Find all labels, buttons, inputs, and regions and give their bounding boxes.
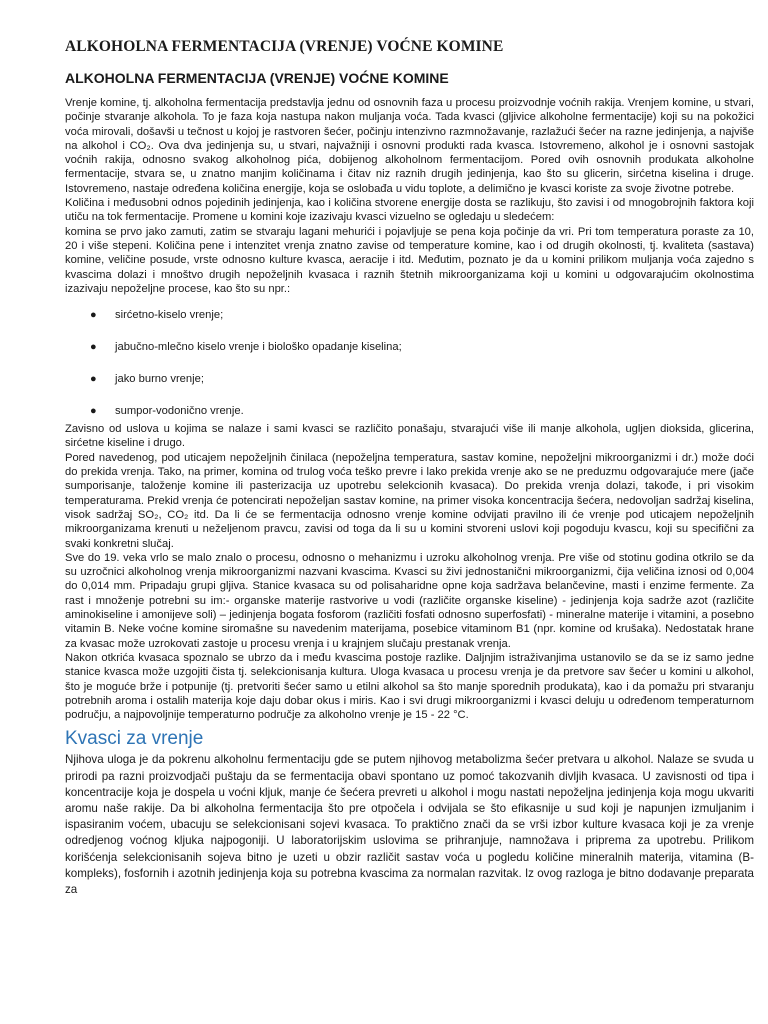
paragraph-intro-3: komina se prvo jako zamuti, zatim se stvaraju lagani mehurići i pojavljuje se pena koja počinje da vri. Pri tom temperatura poraste za 10, 20 i više stepeni. Količina pene i intenzitet vrenja znatno zavise od temperature komine, kao i od drugih okolnosti, tj. kvaliteta (sastava) komine, veličine posude, vrste odnosno kulture kvasca, aeracije i itd. Međutim, poznato je da u komini prilikom muljanja voća zajedno s kvascima dolazi i mnoštvo drugih nepoželjnih kvasaca i raznih štetnih mikroorganizama koji u komini u odgovarajućim okolnostima izazivaju nepoželjne procese, kao što su npr.: [65,225,754,295]
section-heading-kvasci: Kvasci za vrenje [65,728,204,750]
paragraph-body-3: Sve do 19. veka vrlo se malo znalo o procesu, odnosno o mehanizmu i uzroku alkoholnog vrenja. Pre više od stotinu godina otkrilo se da su uzročnici alkoholnog vrenja mikroorganizmi nazvani kvascima. Kvasci su živi jednostanični mikroorganizmi, čija veličina iznosi od 0,004 do 0,014 mm. Pripadaju grupi gljiva. Stanice kvasaca su od polisaharidne opne koja sadržava belančevine, masti i enzime fermente. Za rast i množenje potrebni su im:- organske materije rastvorive u vodi (različite organske kiseline) - jedinjenja koja sadrže azot (različite aminokiseline i amonijeve soli) – jedinjenja bogata fosforom (različiti fosfati odnosno superfosfati) - mineralne materije i vitamini, a posebno vitamin B. Neke voćne komine siromašne su navedenim materijama, posebice vitaminom B1 (npr. komine od krušaka). Nedostatak hrane za kvasac može uzrokovati zastoje u procesu vrenja i u krajnjem slučaju prestanak vrenja. [65,551,754,650]
body-section [65,422,754,722]
kvasci-section [65,752,754,898]
paragraph-body-4: Nakon otkrića kvasaca spoznalo se ubrzo da i među kvascima postoje razlike. Daljnjim istraživanjima ustanovilo se da se iz samo jedne stanice kvasca može uzgojiti čista tj. selekcionisanja kultura. Uloga kvasaca u procesu vrenja je da pretvore sav šećer u komini u alkohol, što je moguće brže i potpunije (tj. pretvoriti šećer samo u etilni alkohol sa što manje sporednih produkata), kao i da pomažu pri stvaranju potrebnih aroma i ostalih materija koje daju dobar okus i miris. Kao i svi drugi mikroorganizmi i kvasci deluju u određenom temperaturnom području, a najpovoljnije temperaturno područje za alkoholno vrenje je 15 - 22 °C. [65,651,754,722]
list-item [65,340,754,354]
paragraph-body-1: Zavisno od uslova u kojima se nalaze i sami kvasci se različito ponašaju, stvarajući više ili manje alkohola, ugljen dioksida, glicerina, sirćetne kiseline i drugo. [65,423,754,450]
intro-section [65,96,754,296]
bullet-icon: ● [90,405,97,418]
list-item-text: sirćetno-kiselo vrenje; [115,309,224,322]
list-item-text: sumpor-vodonično vrenje. [115,405,244,418]
document-title: ALKOHOLNA FERMENTACIJA (VRENJE) VOĆNE KOMINE [65,70,449,86]
list-item [65,404,754,418]
list-item-text: jabučno-mlečno kiselo vrenje i biološko opadanje kiselina; [115,341,402,354]
list-item-text: jako burno vrenje; [115,373,204,386]
bullet-icon: ● [90,341,97,354]
list-item [65,372,754,386]
fermentation-process-list [65,308,754,418]
bullet-icon: ● [90,309,97,322]
paragraph-kvasci-1: Njihova uloga je da pokrenu alkoholnu fermentaciju gde se putem njihovog metabolizma šećer pretvara u alkohol. Nalaze se svuda u prirodi pa razni proizvodjači puštaju da se fermentacija obavi spontano uz pomoć takozvanih divljih kvasaca. U zavisnosti od tipa i koncentracije koja je dospela u voćni kljuk, manje će šećera prevreti u alkohol i mogu nastati nepoželjna jedinjenja koja mogu ukvariti aromu naše rakije. Da bi alkoholna fermentacija što pre otpočela i odvijala se što efikasnije u sud koji je napunjen izmuljanim i ispasiranim voćem, ubacuju se selekcionisani sojevi kvasaca. To praktično znači da se vrši izbor kulture kvasaca koji je za vrenje odredjenog voćnog kljuka najpogoniji. U laboratorijskim uslovima se prihranjuje, namnožava i priprema za upotrebu. Prilikom korišćenja selekcionisanih sojeva bitno je uzeti u obzir različit sastav voća u pogledu količine mineralnih materija, vitamina (B-kompleks), fosfornih i azotnih jedinjenja koja su potrebna kvascima za normalan razvitak. Iz ovog razloga je bitno dodavanje preparata za [65,753,754,897]
document-title-serif: ALKOHOLNA FERMENTACIJA (VRENJE) VOĆNE KOMINE [65,38,504,55]
paragraph-body-2: Pored navedenog, pod uticajem nepoželjnih činilaca (nepoželjna temperatura, sastav komine, nepoželjni mikroorganizmi i dr.) može doći do prekida vrenja. Tako, na primer, komina od trulog voća teško prevre i lako prekida vrenje ako se ne preduzmu odgovarajuće mere (jače sumporisanje, taloženje komine ili pasterizacija uz upotrebu selekcionih kvasaca). Do prekida vrenja dolazi, takođe, i pri visokim temperaturama. Prekid vrenja će potencirati nepoželjan sastav komine, na primer visoka koncentracija šećera, nedovoljan sadržaj kiselina, visok sadržaj SO₂, CO₂ itd. Da li će se fermentacija odnosno vrenje komine odvijati pravilno ili će vrenje pod uticajem nepoželjnih mikroorganizama krenuti u neželjenom pravcu, zavisi od toga da li su u komini stvoreni uslovi koji pogoduju kvascu, koji su specifični za svaki konkretni slučaj. [65,451,754,550]
bullet-icon: ● [90,373,97,386]
paragraph-intro-1: Vrenje komine, tj. alkoholna fermentacija predstavlja jednu od osnovnih faza u procesu proizvodnje voćnih rakija. Vrenjem komine, u stvari, počinje stvaranje alkohola. To je faza koja nastupa nakon muljanja voća. Tada kvasci (gljivice alkoholne fermentacije) koji su na pokožici voća mirovali, došavši u tečnost u kojoj je rastvoren šećer, počinju intenzivno razmnožavanje, razlažući šećer na razne jedinjenja, a najviše na alkohol i CO₂. Ova dva jedinjenja su, u stvari, najvažniji i osnovni produkti rada kvasca. Istovremeno, alkohol je i osnovni sastojak voćnih rakija, odnosno svakog alkoholnog pića, dobijenog alkoholnom fermentacijom. Pored ovih osnovnih produkata alkoholne fermentacije, stvara se, u znatno manjim količinama i čitav niz raznih drugih jedinjenja, kao što su glicerin, sirćetna kiselina i druge. Istovremeno, nastaje određena količina energije, koja se oslobađa u vidu toplote, a delimično je kvasci koriste za svoje životne potrebe. [65,97,754,195]
list-item [65,308,754,322]
paragraph-intro-2: Količina i međusobni odnos pojedinih jedinjenja, kao i količina stvorene energije dosta se razlikuju, što zavisi i od mnogobrojnih faktora koji utiču na tok fermentacije. Promene u komini koje izazivaju kvasci vizuelno se ogledaju u sledećem: [65,197,754,224]
